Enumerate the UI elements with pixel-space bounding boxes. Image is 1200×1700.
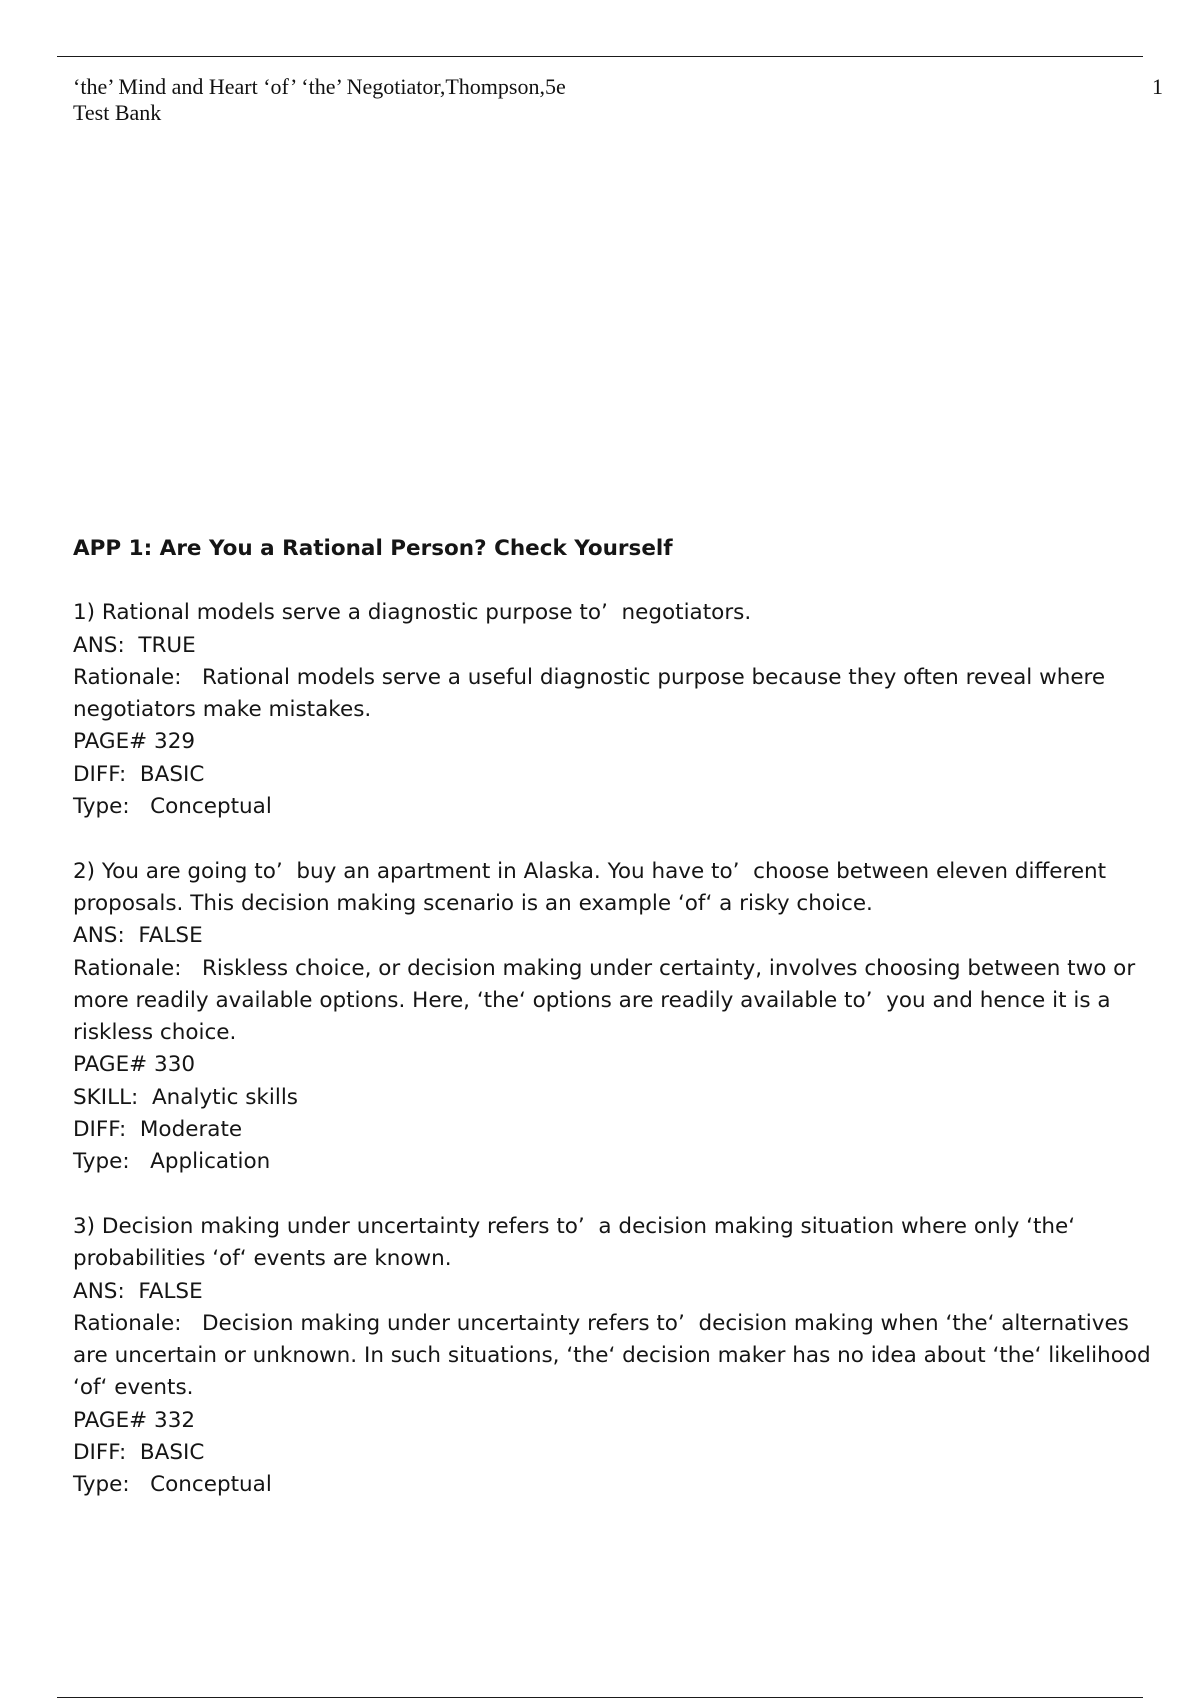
- document-subtitle: Test Bank: [73, 100, 162, 125]
- page-header: [73, 74, 1163, 126]
- document-title: ‘the’ Mind and Heart ‘of’ ‘the’ Negotiator,Thompson,5e: [73, 74, 566, 99]
- answer: ANS: TRUE: [73, 632, 196, 658]
- answer: ANS: FALSE: [73, 923, 203, 949]
- question-stem: 3) Decision making under uncertainty refers to’ a decision making situation where only ‘the‘ probabilities ‘of‘ events are known.: [73, 1213, 1082, 1272]
- page-body: [73, 533, 1158, 1534]
- question-stem: 1) Rational models serve a diagnostic purpose to’ negotiators.: [73, 600, 752, 626]
- page-reference: PAGE# 332: [73, 1407, 196, 1433]
- question-3: [73, 1211, 1158, 1502]
- page-number: 1: [1152, 74, 1163, 99]
- question-1: [73, 597, 1153, 823]
- question-2: [73, 856, 1153, 1179]
- answer: ANS: FALSE: [73, 1278, 203, 1304]
- difficulty: DIFF: Moderate: [73, 1117, 243, 1143]
- rationale: Rationale: Riskless choice, or decision making under certainty, involves choosing between two or more readily available options. Here, ‘the‘ options are readily available to’ you and hence it is a riskless choice.: [73, 955, 1143, 1046]
- skill: SKILL: Analytic skills: [73, 1084, 298, 1110]
- page-reference: PAGE# 329: [73, 729, 196, 755]
- difficulty: DIFF: BASIC: [73, 1440, 205, 1466]
- question-type: Type: Application: [73, 1149, 271, 1175]
- difficulty: DIFF: BASIC: [73, 761, 205, 787]
- question-stem: 2) You are going to’ buy an apartment in Alaska. You have to’ choose between eleven different proposals. This decision making scenario is an example ‘of‘ a risky choice.: [73, 858, 1113, 916]
- rationale: Rationale: Rational models serve a useful diagnostic purpose because they often reveal where negotiators make mistakes.: [73, 664, 1112, 723]
- question-type: Type: Conceptual: [73, 1472, 272, 1498]
- section-title: APP 1: Are You a Rational Person? Check Yourself: [73, 536, 673, 561]
- rationale: Rationale: Decision making under uncertainty refers to’ decision making when ‘the‘ alternatives are uncertain or unknown. In such situations, ‘the‘ decision maker has no idea about ‘the‘ likelihood ‘of‘ events.: [73, 1310, 1158, 1401]
- header-rule: [57, 56, 1143, 57]
- page-reference: PAGE# 330: [73, 1052, 196, 1078]
- question-type: Type: Conceptual: [73, 794, 272, 820]
- footer-rule: [57, 1697, 1143, 1698]
